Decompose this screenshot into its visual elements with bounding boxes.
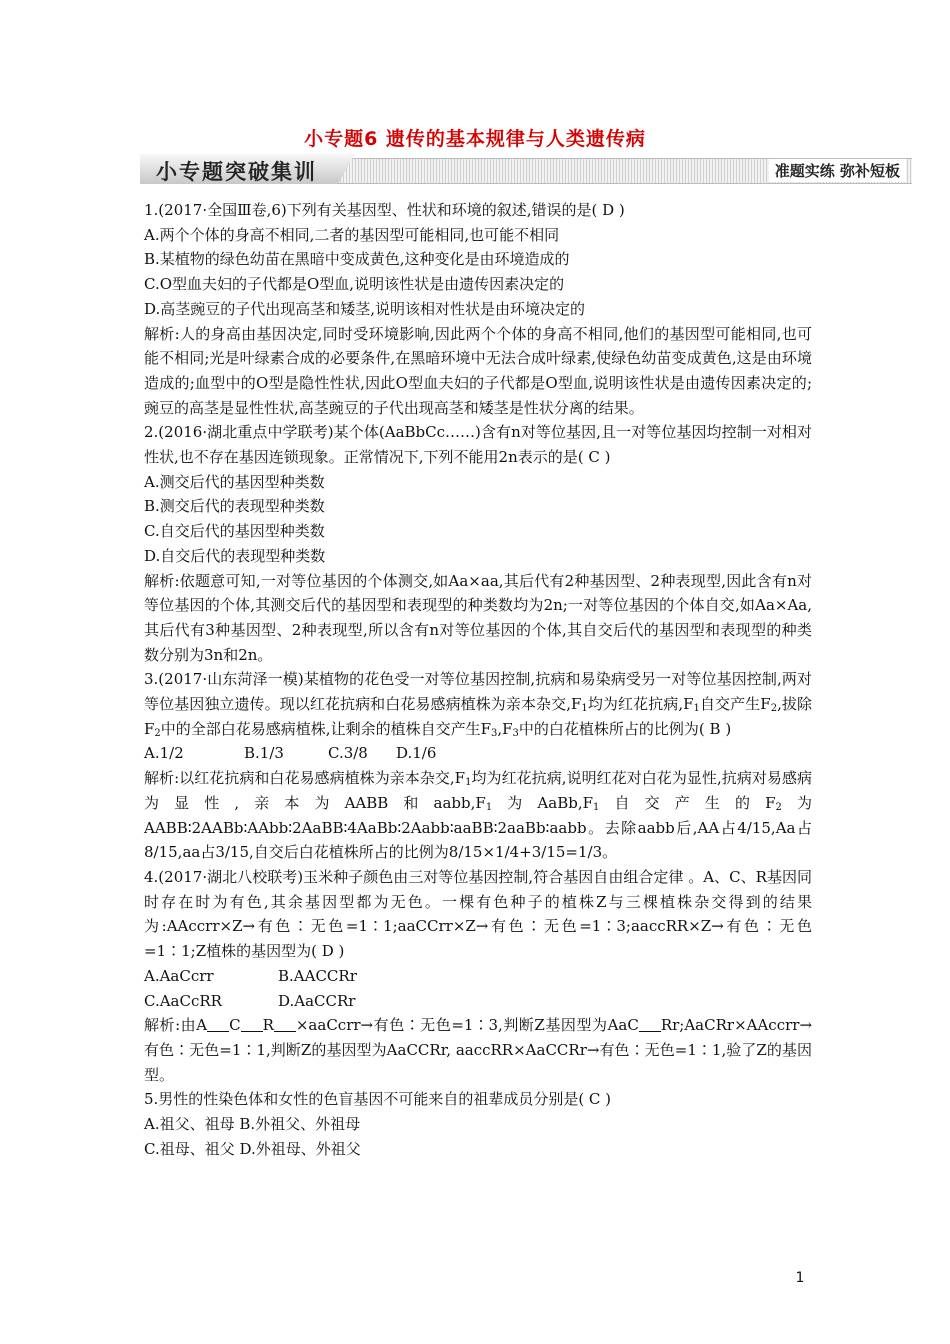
- q3-analysis: 解析:以红花抗病和白花易感病植株为亲本杂交$,F_1$均为红花抗病,说明红花对白花为显性,抗病对易感病为显性,亲本为AABB和$aabb,F_1$为$AaBb,F_1$自交产生的$F_2$为AABB∶2AABb∶AAbb∶2AaBB∶4AaBb∶2Aabb∶aaBB∶2aaBb∶aabb。去除aabb后,AA占4/15,Aa占8/15,aa占3/15,自交后白花植株所占的比例为8/15×1/4+3/15=1/3。: [144, 769, 812, 862]
- q3-options: [144, 741, 812, 766]
- q2-option-a: A.测交后代的基因型种类数: [144, 472, 325, 491]
- q2-analysis: 解析:依题意可知,一对等位基因的个体测交,如Aa×aa,其后代有2种基因型、2种表现型,因此含有n对等位基因的个体,其测交后代的基因型和表现型的种类数均为2n;一对等位基因的个体自交,如Aa×Aa,其后代有3种基因型、2种表现型,所以含有n对等位基因的个体,其自交后代的基因型和表现型的种类数分别为3n和2n。: [144, 571, 812, 664]
- q1-option-c: C.O型血夫妇的子代都是O型血,说明该性状是由遗传因素决定的: [144, 275, 565, 294]
- q2-option-b: B.测交后代的表现型种类数: [144, 497, 325, 516]
- q1-option-d: D.高茎豌豆的子代出现高茎和矮茎,说明该相对性状是由环境决定的: [144, 299, 586, 318]
- q5-stem: 5.男性的性染色体和女性的色盲基因不可能来自的祖辈成员分别是( C ): [144, 1090, 612, 1109]
- q4-options-cd: [144, 989, 812, 1014]
- q3-option-a: A.1/2: [144, 744, 184, 763]
- page-number: 1: [795, 1270, 805, 1286]
- q1-analysis: 解析:人的身高由基因决定,同时受环境影响,因此两个个体的身高不相同,他们的基因型可能相同,也可能不相同;光是叶绿素合成的必要条件,在黑暗环境中无法合成叶绿素,使绿色幼苗变成黄色,这是由环境造成的;血型中的O型是隐性性状,因此O型血夫妇的子代都是O型血,说明该性状是由遗传因素决定的;豌豆的高茎是显性性状,高茎豌豆的子代出现高茎和矮茎是性状分离的结果。: [144, 324, 812, 417]
- q4-stem: 4.(2017·湖北八校联考)玉米种子颜色由三对等位基因控制,符合基因自由组合定律 。A、C、R基因同时存在时为有色,其余基因型都为无色。一棵有色种子的植株Z与三棵植株杂交得到的结果为:AAccrr×Z→有色∶无色=1∶1;aaCCrr×Z→有色∶无色=1∶3;aaccRR×Z→有色∶无色=1∶1;Z植株的基因型为( D ): [144, 867, 812, 961]
- q3-option-d: D.1/6: [396, 744, 437, 763]
- q4-analysis: 解析:由A C R ×aaCcrr→有色∶无色=1∶3,判断Z基因型为AaC Rr;AaCRr×AAccrr→有色∶无色=1∶1,判断Z的基因型为AaCCRr, aaccRR×AaCCRr→有色∶无色=1∶1,验了Z的基因型。: [144, 1016, 813, 1084]
- q2-stem: 2.(2016·湖北重点中学联考)某个体(AaBbCc……)含有n对等位基因,且一对等位基因均控制一对相对性状,也不存在基因连锁现象。正常情况下,下列不能用2n表示的是( C ): [144, 423, 812, 467]
- page-title: 小专题6 遗传的基本规律与人类遗传病: [304, 128, 646, 150]
- q3-option-c: C.3/8: [328, 744, 368, 763]
- q1-stem: 1.(2017·全国Ⅲ卷,6)下列有关基因型、性状和环境的叙述,错误的是( D ): [144, 201, 625, 219]
- q3-stem: 3.(2017·山东菏泽一模)某植物的花色受一对等位基因控制,抗病和易染病受另一对等位基因控制,两对等位基因独立遗传。现以红花抗病和白花易感病植株为亲本杂交$,F_1$均为红花抗病$,F_1$自交产生$F_2$,拔除$F_2$中的全部白花易感病植株,让剩余的植株自交产生$F_3,F_3$中的白花植株所占的比例为( B ): [144, 670, 812, 739]
- q2-option-d: D.自交后代的表现型种类数: [144, 546, 326, 565]
- section-banner: [140, 154, 912, 184]
- q5-options-cd: C.祖母、祖父 D.外祖母、外祖父: [144, 1139, 361, 1158]
- q1-option-a: A.两个个体的身高不相同,二者的基因型可能相同,也可能不相同: [144, 225, 560, 244]
- banner-left-label: 小专题突破集训: [156, 160, 317, 184]
- q4-option-d: D.AaCCRr: [278, 991, 356, 1010]
- q5-options-ab: A.祖父、祖母 B.外祖父、外祖母: [144, 1115, 361, 1134]
- q4-option-b: B.AACCRr: [278, 966, 357, 985]
- q4-option-c: C.AaCcRR: [144, 991, 222, 1010]
- q2-option-c: C.自交后代的基因型种类数: [144, 522, 325, 541]
- q3-option-b: B.1/3: [244, 744, 284, 763]
- document-body: [144, 198, 812, 1161]
- q4-option-a: A.AaCcrr: [144, 966, 214, 985]
- banner-right-label: 准题实练 弥补短板: [769, 159, 906, 182]
- q4-options-ab: [144, 964, 812, 989]
- q1-option-b: B.某植物的绿色幼苗在黑暗中变成黄色,这种变化是由环境造成的: [144, 250, 570, 269]
